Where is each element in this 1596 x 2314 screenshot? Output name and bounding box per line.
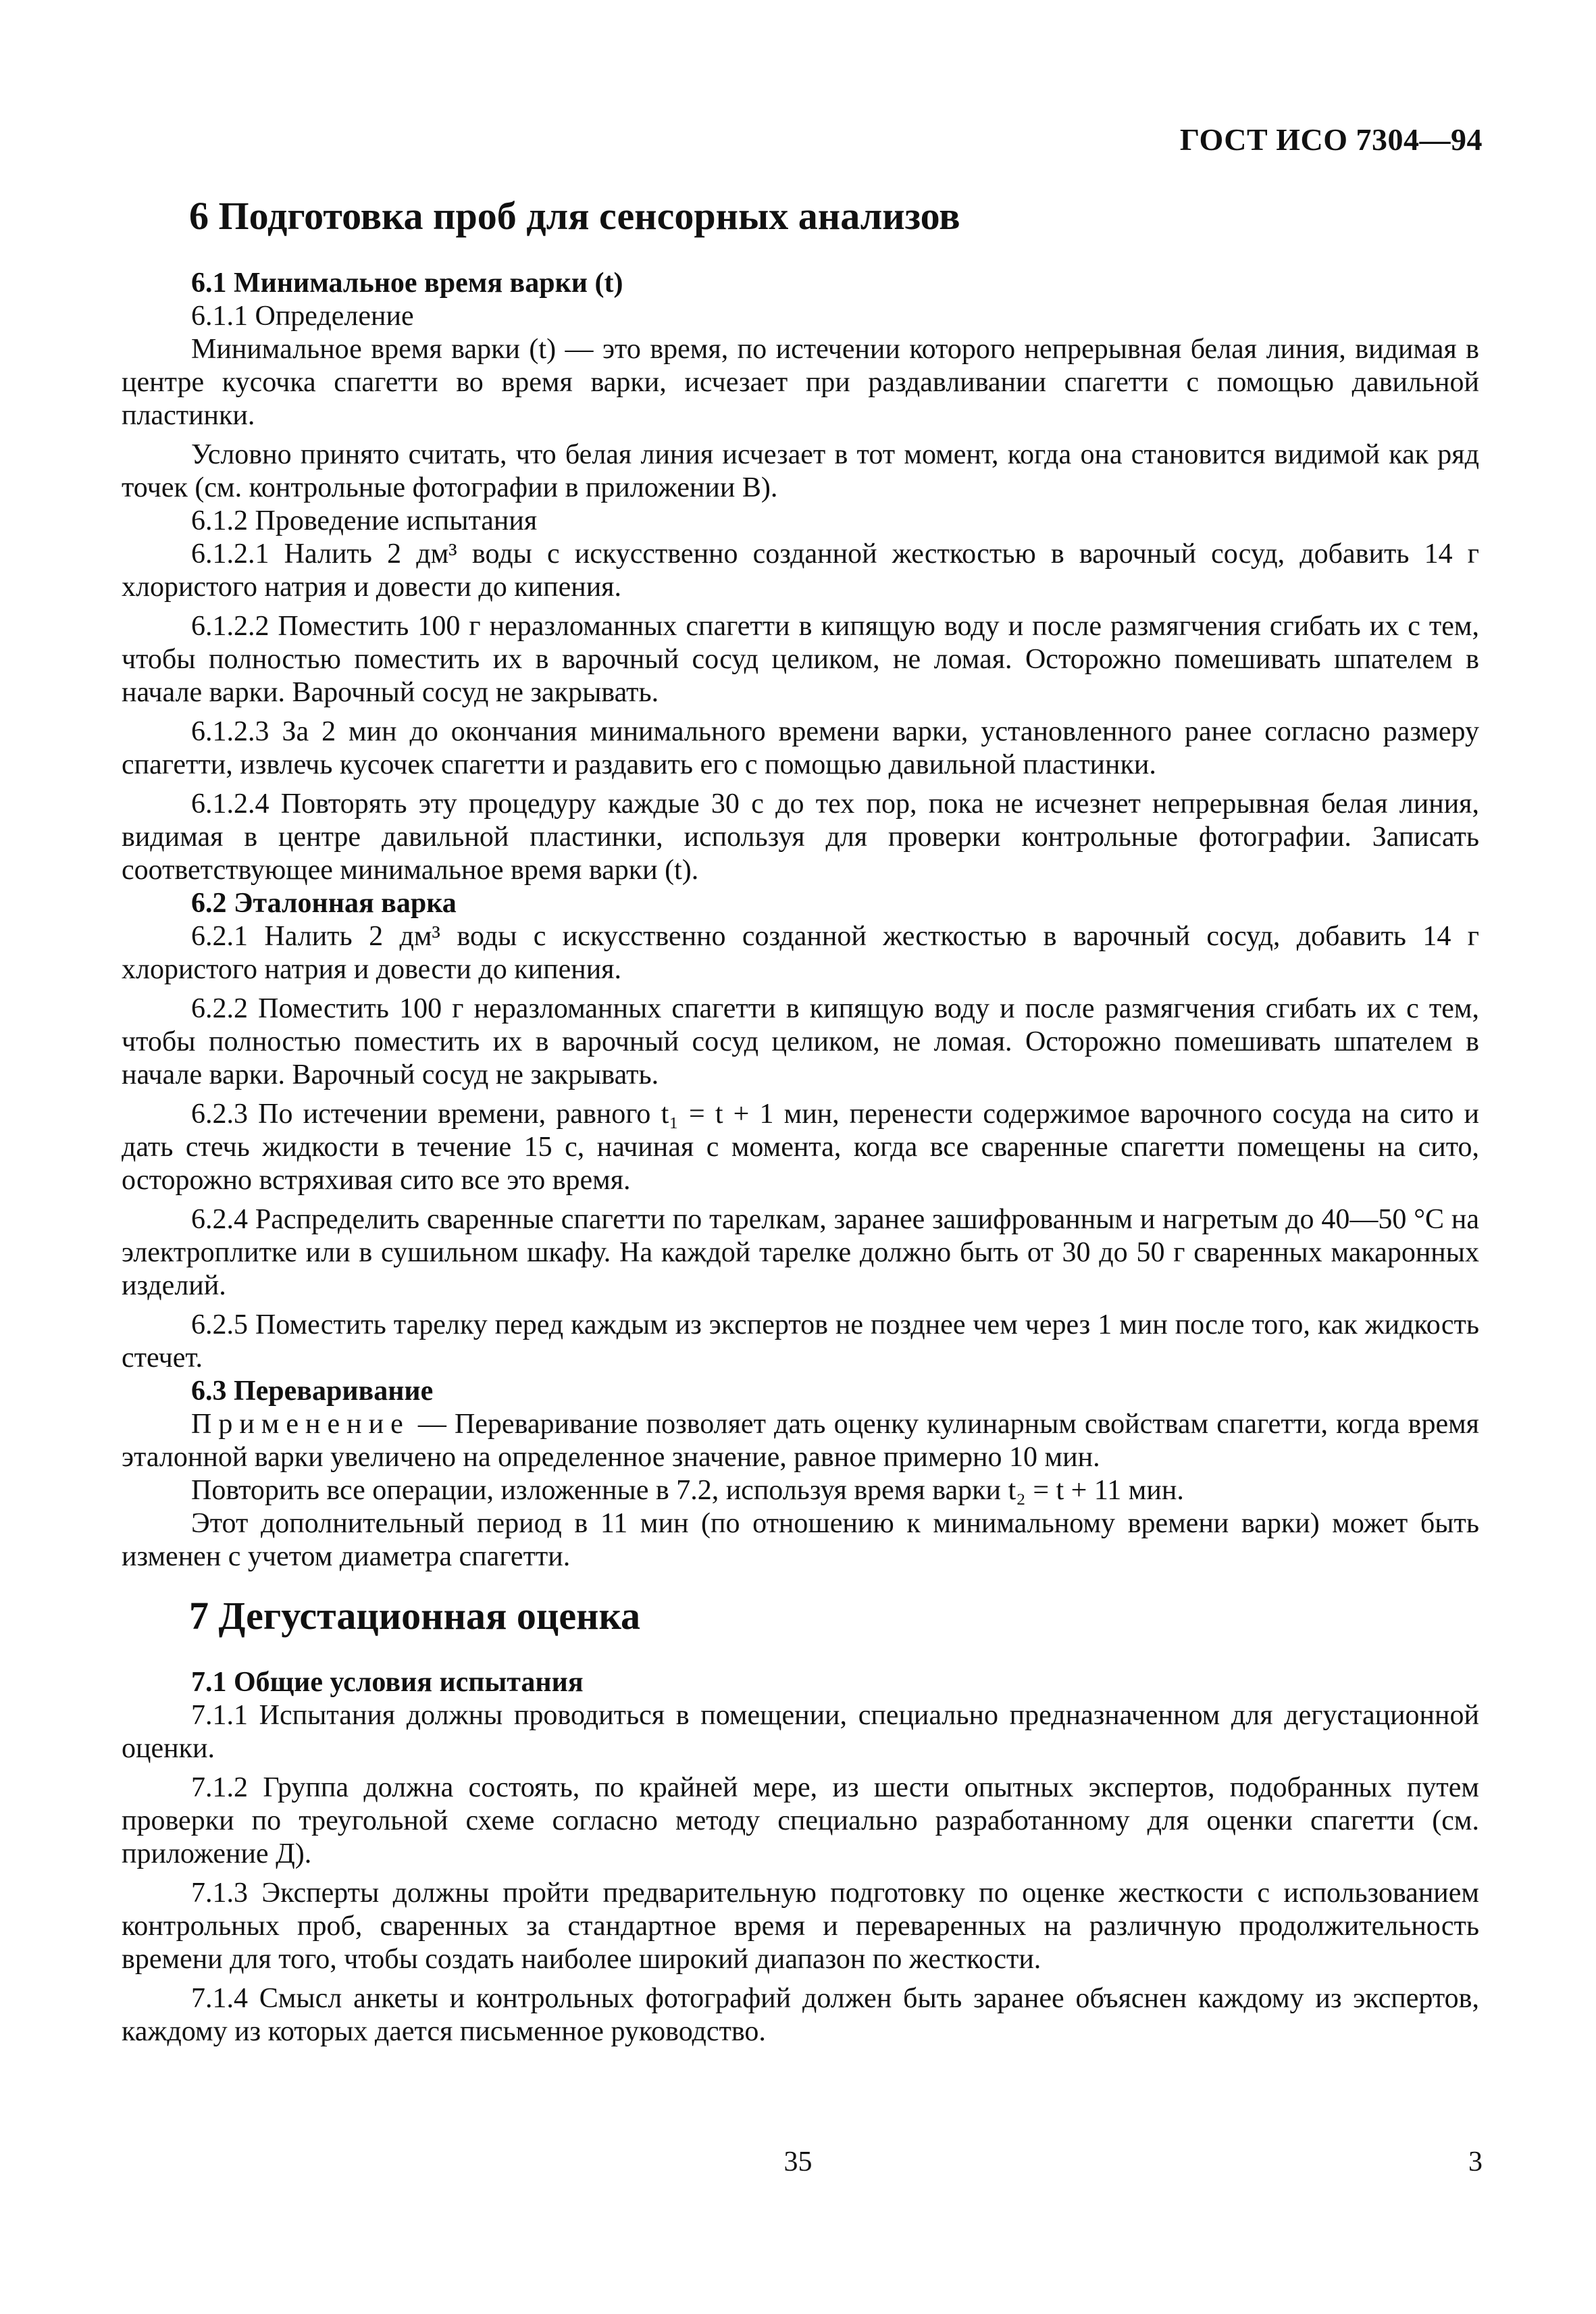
clause-7-1-3: 7.1.3 Эксперты должны пройти предварительную подготовку по оценке жесткости с использованием контрольных проб, сваренных за стандартное время и переваренных на различную продолжительность времени для того, чтобы создать наиболее широкий диапазон по жесткости.: [122, 1878, 1479, 1976]
clause-6-1-1: 6.1.1 Определение: [191, 300, 414, 332]
clause-6-1-2-1: 6.1.2.1 Налить 2 дм³ воды с искусственно созданной жесткостью в варочный сосуд, добавить 14 г хлористого натрия и довести до кипения.: [122, 538, 1479, 603]
clause-6-1-2-2: 6.1.2.2 Поместить 100 г неразломанных спагетти в кипящую воду и после размягчения сгибать их с тем, чтобы полностью поместить их в варочный сосуд целиком, не ломая. Осторожно помешивать шпателем в начале варки. Варочный сосуд не закрывать.: [122, 610, 1479, 708]
clause-6-1-2-3: 6.1.2.3 За 2 мин до окончания минимального времени варки, установленного ранее согласно размеру спагетти, извлечь кусочек спагетти и раздавить его с помощью давильной пластинки.: [122, 715, 1479, 780]
section-7-title: 7 Дегустационная оценка: [189, 1593, 641, 1638]
note-label: Применение: [191, 1408, 410, 1440]
clause-7-1-1: 7.1.1 Испытания должны проводиться в помещении, специально предназначенном для дегустационной оценки.: [122, 1700, 1479, 1765]
note-paragraph: [122, 1408, 1479, 1474]
section-6-title: 6 Подготовка проб для сенсорных анализов: [189, 194, 960, 238]
clause-6-2-2: 6.2.2 Поместить 100 г неразломанных спагетти в кипящую воду и после размягчения сгибать их с тем, чтобы полностью поместить их в варочный сосуд целиком, не ломая. Осторожно помешивать шпателем в начале варки. Варочный сосуд не закрывать.: [122, 992, 1479, 1090]
subsection-6-3-title: 6.3 Переваривание: [191, 1375, 434, 1407]
note-text: — Переваривание позволяет дать оценку кулинарным свойствам спагетти, когда время эталонной варки увеличено на определенное значение, равное примерно 10 мин.: [122, 1408, 1479, 1473]
page-number: 3: [1468, 2146, 1483, 2178]
clause-6-1-2: 6.1.2 Проведение испытания: [191, 505, 538, 536]
subsection-7-1-title: 7.1 Общие условия испытания: [191, 1667, 584, 1699]
clause-7-1-2: 7.1.2 Группа должна состоять, по крайней мере, из шести опытных экспертов, подобранных путем проверки по треугольной схеме согласно методу специально разработанному для оценки спагетти (см. приложение Д).: [122, 1772, 1479, 1870]
paragraph-extra-period: Этот дополнительный период в 11 мин (по отношению к минимальному времени варки) может быть изменен с учетом диаметра спагетти.: [122, 1507, 1479, 1572]
subsection-6-2-title: 6.2 Эталонная варка: [191, 887, 457, 919]
paragraph-definition: Минимальное время варки (t) — это время, по истечении которого непрерывная белая линия, видимая в центре кусочка спагетти во время варки, исчезает при раздавливании спагетти с помощью давильной пластинки.: [122, 333, 1479, 431]
clause-6-2-1: 6.2.1 Налить 2 дм³ воды с искусственно созданной жесткостью в варочный сосуд, добавить 14 г хлористого натрия и довести до кипения.: [122, 920, 1479, 985]
footer-center-number: 35: [783, 2146, 813, 2178]
paragraph-repeat: Повторить все операции, изложенные в 7.2, используя время варки t₂ = t + 11 мин.: [191, 1474, 1184, 1506]
clause-6-2-3: 6.2.3 По истечении времени, равного t₁ = t + 1 мин, перенести содержимое варочного сосуда на сито и дать стечь жидкости в течение 15 с, начиная с момента, когда все сваренные спагетти помещены на сито, осторожно встряхивая сито все это время.: [122, 1098, 1479, 1196]
subsection-6-1-title: 6.1 Минимальное время варки (t): [191, 267, 623, 299]
clause-6-2-5: 6.2.5 Поместить тарелку перед каждым из экспертов не позднее чем через 1 мин после того, как жидкость стечет.: [122, 1309, 1479, 1374]
document-code: ГОСТ ИСО 7304—94: [1179, 122, 1483, 157]
clause-6-2-4: 6.2.4 Распределить сваренные спагетти по тарелкам, заранее зашифрованным и нагретым до 40—50 °С на электроплитке или в сушильном шкафу. На каждой тарелке должно быть от 30 до 50 г сваренных макаронных изделий.: [122, 1203, 1479, 1301]
page-content: [122, 193, 1479, 2048]
paragraph-condition: Условно принято считать, что белая линия исчезает в тот момент, когда она становится видимой как ряд точек (см. контрольные фотографии в приложении В).: [122, 438, 1479, 503]
clause-7-1-4: 7.1.4 Смысл анкеты и контрольных фотографий должен быть заранее объяснен каждому из экспертов, каждому из которых дается письменное руководство.: [122, 1983, 1479, 2048]
clause-6-1-2-4: 6.1.2.4 Повторять эту процедуру каждые 30 с до тех пор, пока не исчезнет непрерывная белая линия, видимая в центре давильной пластинки, используя для проверки контрольные фотографии. Записать соответствующее минимальное время варки (t).: [122, 788, 1479, 886]
